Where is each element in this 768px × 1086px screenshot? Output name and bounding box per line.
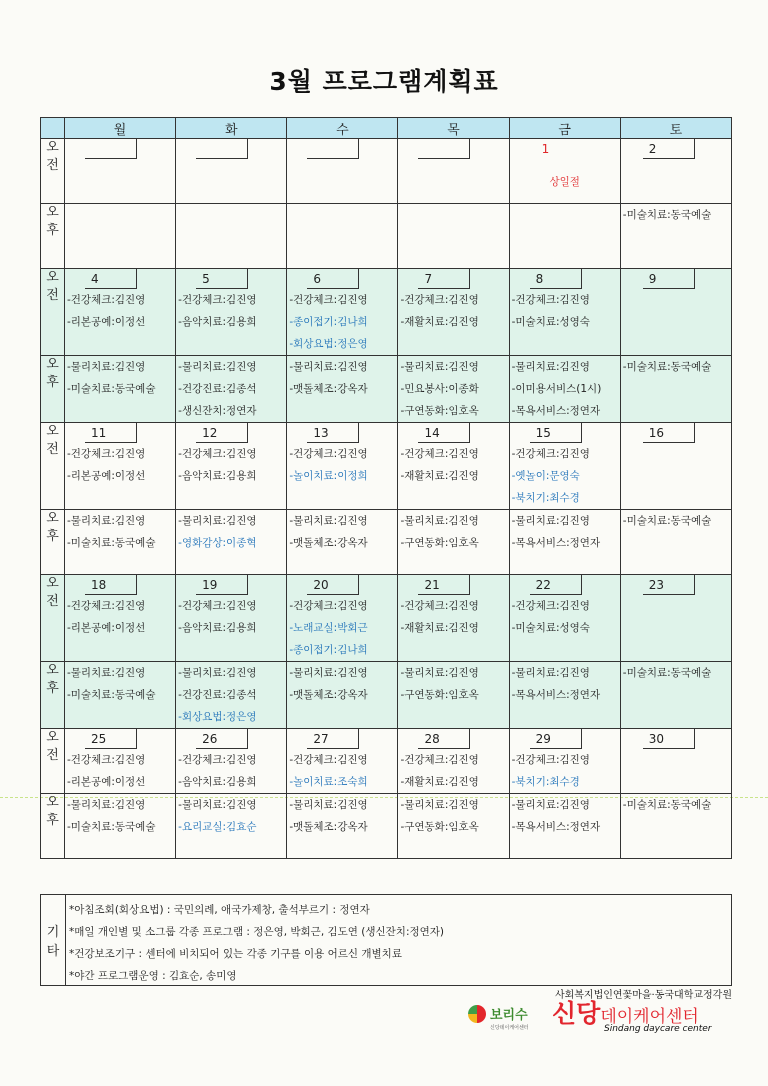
event-item: -물리치료:김진영 (511, 515, 590, 527)
event-item: -건강체크:김진영 (178, 754, 257, 766)
day-cell (65, 510, 176, 575)
week5-am-row (41, 729, 732, 794)
event-item: -건강체크:김진영 (400, 600, 479, 612)
day-number: 9 (643, 269, 695, 289)
event-item: -건강진료:김종석 (178, 689, 257, 701)
lotus-logo-icon (468, 1005, 486, 1023)
event-item: -음악치료:김용희 (178, 776, 257, 788)
event-item: -회상요법:정은영 (178, 711, 257, 723)
event-item: -목욕서비스:정연자 (511, 537, 601, 549)
day-cell (287, 794, 398, 859)
day-cell (509, 575, 620, 662)
day-number: 12 (196, 423, 248, 443)
day-number: 25 (85, 729, 137, 749)
day-cell (65, 794, 176, 859)
logo-rest-text: 데이케어센터 (600, 1007, 699, 1027)
event-item: -건강체크:김진영 (289, 600, 368, 612)
day-number: 14 (418, 423, 470, 443)
day-cell (398, 269, 509, 356)
event-item: -물리치료:김진영 (289, 515, 368, 527)
day-number: 19 (196, 575, 248, 595)
day-cell (620, 204, 731, 269)
event-item: -물리치료:김진영 (511, 799, 590, 811)
am-label: 오 전 (41, 139, 65, 204)
event-item: -건강체크:김진영 (400, 754, 479, 766)
day-number (196, 139, 248, 159)
event-item: -맷돌체조:강옥자 (289, 537, 368, 549)
event-item: -구연동화:임호옥 (400, 821, 479, 833)
day-cell (65, 729, 176, 794)
day-cell (398, 575, 509, 662)
event-item: -건강체크:김진영 (289, 448, 368, 460)
week2-pm-row (41, 356, 732, 423)
event-item: -건강체크:김진영 (289, 754, 368, 766)
holiday-label: 상일절 (549, 176, 580, 188)
event-item: -음악치료:김용희 (178, 316, 257, 328)
day-cell (398, 662, 509, 729)
note-line: *야간 프로그램운영 : 김효순, 송미영 (69, 970, 237, 982)
week3-pm-row (41, 510, 732, 575)
event-item: -맷돌체조:강옥자 (289, 821, 368, 833)
event-item: -재활치료:김진영 (400, 316, 479, 328)
day-cell (509, 662, 620, 729)
week3-am-row (41, 423, 732, 510)
am-label: 오 전 (41, 423, 65, 510)
event-item: -건강체크:김진영 (511, 754, 590, 766)
day-cell (176, 794, 287, 859)
note-line: *건강보조기구 : 센터에 비치되어 있는 각종 기구를 이용 어르신 개별치료 (69, 948, 402, 960)
day-number: 30 (643, 729, 695, 749)
day-cell (620, 423, 731, 510)
weekday-header-row (41, 118, 732, 139)
header-wed: 수 (287, 118, 398, 139)
pm-label: 오 후 (41, 662, 65, 729)
day-cell (287, 204, 398, 269)
day-cell (398, 423, 509, 510)
pm-label: 오 후 (41, 510, 65, 575)
event-item: -건강체크:김진영 (67, 448, 146, 460)
event-item: -미술치료:성영숙 (511, 316, 590, 328)
week2-am-row (41, 269, 732, 356)
event-item: -놀이치료:이정희 (289, 470, 368, 482)
day-cell (620, 269, 731, 356)
notes-box (40, 894, 732, 986)
day-cell (176, 662, 287, 729)
event-item: -재활치료:김진영 (400, 622, 479, 634)
day-cell (176, 356, 287, 423)
event-item: -목욕서비스:정연자 (511, 689, 601, 701)
event-item: -건강체크:김진영 (178, 448, 257, 460)
day-number (418, 139, 470, 159)
day-cell (620, 510, 731, 575)
day-cell (620, 139, 731, 204)
day-cell (620, 794, 731, 859)
day-cell (65, 575, 176, 662)
event-item: -북치기:최수경 (511, 776, 580, 788)
event-item: -물리치료:김진영 (400, 799, 479, 811)
event-item: -미술치료:동국예술 (67, 537, 156, 549)
event-item: -목욕서비스:정연자 (511, 405, 601, 417)
week1-am-row (41, 139, 732, 204)
event-item: -리본공예:이정선 (67, 622, 146, 634)
event-item: -물리치료:김진영 (400, 361, 479, 373)
event-item: -미술치료:동국예술 (622, 361, 712, 373)
day-cell (509, 139, 620, 204)
header-mon: 월 (65, 118, 176, 139)
day-number: 6 (307, 269, 359, 289)
event-item: -구연동화:임호옥 (400, 537, 479, 549)
day-number: 27 (307, 729, 359, 749)
day-cell (65, 356, 176, 423)
day-cell (398, 510, 509, 575)
note-line: *매일 개인별 및 소그룹 각종 프로그램 : 정은영, 박회근, 김도연 (생신잔치:정연자) (69, 926, 445, 938)
day-number: 13 (307, 423, 359, 443)
day-number: 28 (418, 729, 470, 749)
event-item: -물리치료:김진영 (67, 667, 146, 679)
day-cell (65, 139, 176, 204)
am-label: 오 전 (41, 729, 65, 794)
event-item: -종이접기:김나희 (289, 316, 368, 328)
week5-pm-row (41, 794, 732, 859)
day-number: 26 (196, 729, 248, 749)
header-thu: 목 (398, 118, 509, 139)
event-item: -음악치료:김용희 (178, 622, 257, 634)
event-item: -미술치료:동국예술 (622, 515, 712, 527)
day-cell (176, 139, 287, 204)
header-corner (41, 118, 65, 139)
event-item: -맷돌체조:강옥자 (289, 689, 368, 701)
day-cell (620, 729, 731, 794)
week1-pm-row (41, 204, 732, 269)
event-item: -재활치료:김진영 (400, 470, 479, 482)
logo-subtext: 신당데이케어센터 (490, 1025, 529, 1031)
day-cell (398, 204, 509, 269)
note-line: *아침조회(회상요법) : 국민의례, 애국가제창, 출석부르기 : 정연자 (69, 904, 370, 916)
day-number: 5 (196, 269, 248, 289)
event-item: -미술치료:동국예술 (67, 821, 156, 833)
am-label: 오 전 (41, 575, 65, 662)
day-cell (287, 139, 398, 204)
day-cell (398, 794, 509, 859)
event-item: -건강체크:김진영 (400, 448, 479, 460)
event-item: -건강체크:김진영 (67, 294, 146, 306)
notes-label: 기 타 (41, 895, 66, 985)
event-item: -건강체크:김진영 (511, 448, 590, 460)
event-item: -물리치료:김진영 (511, 667, 590, 679)
day-number: 22 (530, 575, 582, 595)
pm-label: 오 후 (41, 794, 65, 859)
org-name: 사회복지법인연꽃마을·동국대학교정각원 (554, 990, 732, 1001)
day-number: 11 (85, 423, 137, 443)
event-item: -회상요법:정은영 (289, 338, 368, 350)
event-item: -물리치료:김진영 (178, 515, 257, 527)
day-number: 2 (643, 139, 695, 159)
event-item: -건강체크:김진영 (178, 600, 257, 612)
day-number: 29 (530, 729, 582, 749)
event-item: -영화감상:이종혁 (178, 537, 257, 549)
event-item: -놀이치료:조숙희 (289, 776, 368, 788)
day-cell (65, 269, 176, 356)
event-item: -물리치료:김진영 (400, 515, 479, 527)
bodhi-logo (468, 1004, 529, 1031)
day-number: 8 (530, 269, 582, 289)
event-item: -미술치료:성영숙 (511, 622, 590, 634)
week4-am-row (41, 575, 732, 662)
event-item: -건강진료:김종석 (178, 383, 257, 395)
day-cell (176, 204, 287, 269)
day-cell (65, 423, 176, 510)
event-item: -리본공예:이정선 (67, 470, 146, 482)
day-number: 7 (418, 269, 470, 289)
day-cell (65, 204, 176, 269)
week4-pm-row (41, 662, 732, 729)
day-cell (509, 423, 620, 510)
day-cell (509, 729, 620, 794)
day-cell (509, 269, 620, 356)
day-cell (287, 269, 398, 356)
day-cell (287, 662, 398, 729)
event-item: -물리치료:김진영 (67, 799, 146, 811)
event-item: -물리치료:김진영 (178, 799, 257, 811)
event-item: -건강체크:김진영 (67, 754, 146, 766)
center-logo (552, 994, 712, 1034)
day-number (85, 139, 137, 159)
event-item: -생신잔치:정연자 (178, 405, 257, 417)
day-number: 15 (530, 423, 582, 443)
notes-lines (69, 899, 444, 987)
event-item: -물리치료:김진영 (289, 361, 368, 373)
day-cell (398, 356, 509, 423)
day-cell (620, 575, 731, 662)
event-item: -건강체크:김진영 (400, 294, 479, 306)
event-item: -미술치료:동국예술 (622, 667, 712, 679)
day-cell (287, 423, 398, 510)
event-item: -옛놀이:문영숙 (511, 470, 580, 482)
day-cell (620, 356, 731, 423)
event-item: -이미용서비스(1시) (511, 383, 602, 395)
event-item: -재활치료:김진영 (400, 776, 479, 788)
event-item: -물리치료:김진영 (289, 799, 368, 811)
day-cell (176, 423, 287, 510)
pm-label: 오 후 (41, 356, 65, 423)
event-item: -리본공예:이정선 (67, 316, 146, 328)
event-item: -물리치료:김진영 (67, 515, 146, 527)
page-title: 3월 프로그램계획표 (269, 67, 499, 96)
day-cell (509, 794, 620, 859)
day-cell (176, 575, 287, 662)
day-number: 21 (418, 575, 470, 595)
day-cell (287, 729, 398, 794)
event-item: -미술치료:동국예술 (622, 209, 712, 221)
day-cell (287, 356, 398, 423)
event-item: -북치기:최수경 (511, 492, 580, 504)
event-item: -건강체크:김진영 (67, 600, 146, 612)
day-number: 4 (85, 269, 137, 289)
event-item: -물리치료:김진영 (289, 667, 368, 679)
event-item: -물리치료:김진영 (178, 361, 257, 373)
event-item: -물리치료:김진영 (511, 361, 590, 373)
header-fri: 금 (509, 118, 620, 139)
day-cell (509, 356, 620, 423)
event-item: -건강체크:김진영 (511, 294, 590, 306)
day-cell (287, 575, 398, 662)
event-item: -목욕서비스:정연자 (511, 821, 601, 833)
day-cell (65, 662, 176, 729)
event-item: -음악치료:김용희 (178, 470, 257, 482)
day-number (307, 139, 359, 159)
event-item: -건강체크:김진영 (289, 294, 368, 306)
day-cell (509, 510, 620, 575)
logo-english: Sindang daycare center (604, 1024, 712, 1034)
event-item: -노래교실:박회근 (289, 622, 368, 634)
event-item: -미술치료:동국예술 (67, 689, 156, 701)
day-cell (509, 204, 620, 269)
am-label: 오 전 (41, 269, 65, 356)
header-sat: 토 (620, 118, 731, 139)
event-item: -건강체크:김진영 (511, 600, 590, 612)
day-cell (620, 662, 731, 729)
event-item: -요리교실:김효순 (178, 821, 257, 833)
day-number: 1 (541, 142, 550, 156)
event-item: -민요봉사:이종화 (400, 383, 479, 395)
event-item: -물리치료:김진영 (178, 667, 257, 679)
event-item: -구연동화:임호옥 (400, 689, 479, 701)
day-cell (398, 139, 509, 204)
schedule-table (40, 117, 732, 859)
event-item: -물리치료:김진영 (400, 667, 479, 679)
day-cell (176, 510, 287, 575)
day-number: 23 (643, 575, 695, 595)
day-number: 20 (307, 575, 359, 595)
event-item: -건강체크:김진영 (178, 294, 257, 306)
pm-label: 오 후 (41, 204, 65, 269)
day-cell (176, 269, 287, 356)
event-item: -구연동화:임호옥 (400, 405, 479, 417)
event-item: -종이접기:김나희 (289, 644, 368, 656)
day-cell (176, 729, 287, 794)
event-item: -미술치료:동국예술 (622, 799, 712, 811)
event-item: -리본공예:이정선 (67, 776, 146, 788)
day-cell (287, 510, 398, 575)
logo-big-text: 신당 (552, 999, 601, 1028)
day-number: 18 (85, 575, 137, 595)
logo-text: 보리수 (490, 1008, 528, 1023)
day-number: 16 (643, 423, 695, 443)
header-tue: 화 (176, 118, 287, 139)
event-item: -맷돌체조:강옥자 (289, 383, 368, 395)
day-cell (398, 729, 509, 794)
event-item: -물리치료:김진영 (67, 361, 146, 373)
event-item: -미술치료:동국예술 (67, 383, 156, 395)
